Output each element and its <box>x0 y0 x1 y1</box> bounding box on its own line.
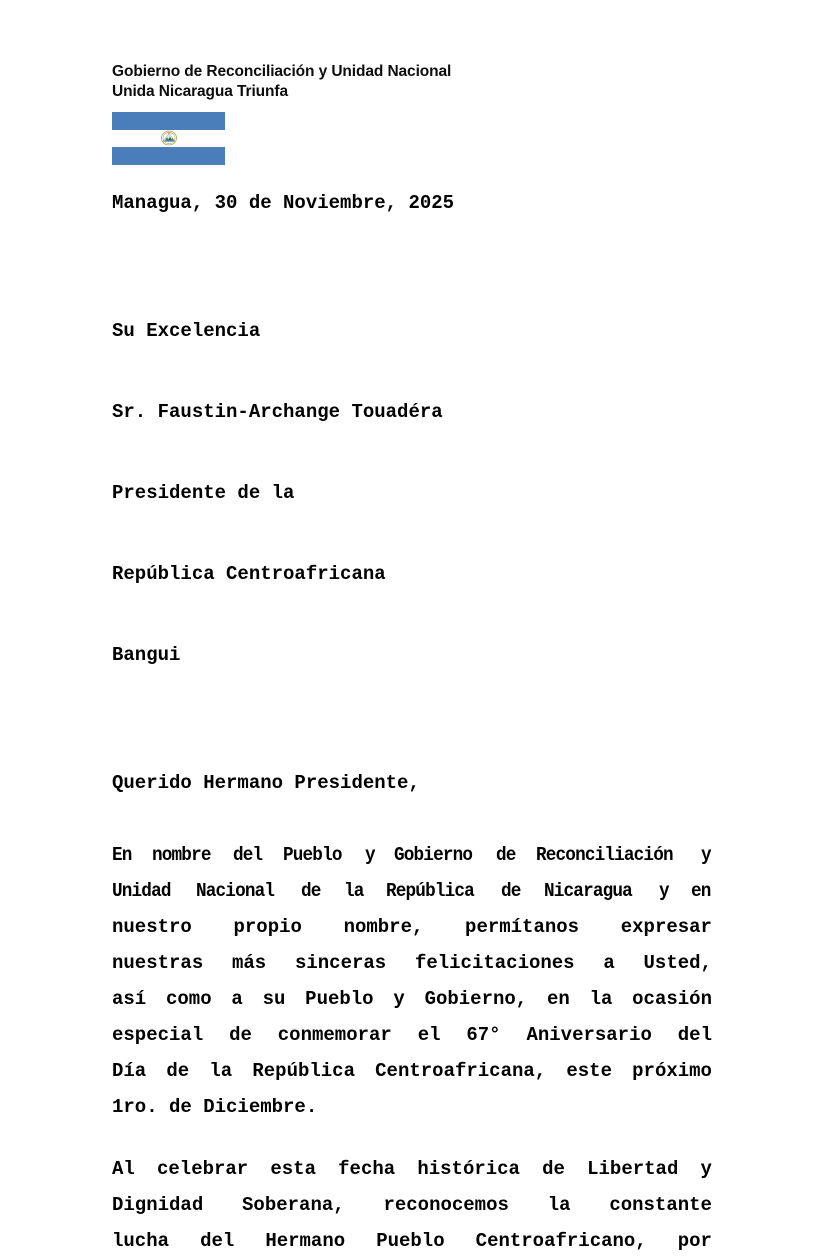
addressee-line-4: República Centroafricana <box>112 563 386 585</box>
word: la <box>589 988 613 1010</box>
paragraph-line <box>112 945 712 981</box>
word: de <box>496 844 516 866</box>
word: Al <box>112 1158 135 1180</box>
word: Pueblo <box>376 1230 445 1252</box>
word: a <box>603 952 615 974</box>
word: 67° <box>466 1024 501 1046</box>
paragraph-line <box>112 1017 712 1053</box>
paragraph-line <box>112 837 712 873</box>
word: el <box>417 1024 441 1046</box>
word: del <box>677 1024 712 1046</box>
paragraph-line <box>112 1089 712 1125</box>
word: la <box>547 1194 571 1216</box>
word: nuestras <box>112 952 204 974</box>
word: felicitaciones <box>414 952 575 974</box>
word: nombre, <box>343 916 424 938</box>
word: 1ro. de Diciembre. <box>112 1096 318 1118</box>
word: de <box>229 1024 252 1046</box>
word: como <box>166 988 212 1010</box>
word: de <box>166 1060 190 1082</box>
letterhead-line-2: Unida Nicaragua Triunfa <box>112 83 288 100</box>
word: Aniversario <box>526 1024 652 1046</box>
word: Gobierno, <box>424 988 528 1010</box>
paragraph-line <box>112 1151 712 1187</box>
word: así <box>112 988 147 1010</box>
word: del <box>233 844 263 866</box>
paragraph-line <box>112 981 712 1017</box>
word: en <box>690 880 711 902</box>
word: su <box>262 988 286 1010</box>
word: reconocemos <box>383 1194 509 1216</box>
word: En <box>112 844 132 866</box>
word: conmemorar <box>277 1024 392 1046</box>
addressee-block <box>112 264 712 723</box>
addressee-line-5: Bangui <box>112 644 181 666</box>
word: de <box>501 880 521 902</box>
word: Centroafricano, <box>475 1230 647 1252</box>
word: Libertad <box>587 1158 679 1180</box>
word: Hermano <box>265 1230 346 1252</box>
flag-band-middle-white <box>112 130 225 148</box>
word: nombre <box>151 844 211 866</box>
word: en <box>546 988 570 1010</box>
letter-body <box>112 190 712 1259</box>
word: República <box>252 1060 355 1082</box>
date-line: Managua, 30 de Noviembre, 2025 <box>112 192 455 214</box>
word: fecha <box>338 1158 396 1180</box>
word: permítanos <box>465 916 580 938</box>
word: este <box>566 1060 612 1082</box>
word: y <box>393 988 405 1010</box>
word: y <box>364 844 375 866</box>
word: y <box>701 844 712 866</box>
word: Nicaragua <box>543 880 632 902</box>
word: Nacional <box>196 880 275 902</box>
word: Dignidad <box>112 1194 204 1216</box>
word: y <box>659 880 670 902</box>
paragraph-line <box>112 909 712 945</box>
word: más <box>231 952 267 974</box>
word: la <box>209 1060 233 1082</box>
word: Reconciliación <box>535 844 673 866</box>
paragraph-line <box>112 1187 712 1223</box>
word: Centroafricana, <box>375 1060 547 1082</box>
word: Unidad <box>112 880 171 902</box>
word: a <box>231 988 243 1010</box>
word: constante <box>609 1194 712 1216</box>
word: y <box>700 1158 712 1180</box>
word: expresar <box>620 916 712 938</box>
word: Día <box>112 1060 147 1082</box>
addressee-line-3: Presidente de la <box>112 482 295 504</box>
word: ocasión <box>632 988 712 1010</box>
paragraph-line <box>112 1223 712 1259</box>
word: especial <box>112 1024 204 1046</box>
salutation: Querido Hermano Presidente, <box>112 772 420 794</box>
letterhead <box>112 62 732 102</box>
letterhead-line-1: Gobierno de Reconciliación y Unidad Nacional <box>112 63 452 80</box>
word: de <box>542 1158 565 1180</box>
addressee-line-1: Su Excelencia <box>112 320 261 342</box>
word: República <box>385 880 474 902</box>
word: por <box>677 1230 712 1252</box>
word: Pueblo <box>283 844 342 866</box>
word: próximo <box>632 1060 712 1082</box>
coat-of-arms-icon <box>159 130 178 147</box>
paragraph-line <box>112 1053 712 1089</box>
word: lucha <box>112 1230 170 1252</box>
word: sinceras <box>294 952 387 974</box>
word: del <box>200 1230 235 1252</box>
addressee-line-2: Sr. Faustin-Archange Touadéra <box>112 401 443 423</box>
paragraph-line <box>112 873 712 909</box>
flag-band-bottom-blue <box>112 147 225 165</box>
word: esta <box>270 1158 316 1180</box>
word: Pueblo <box>305 988 374 1010</box>
flag-band-top-blue <box>112 112 225 130</box>
word: nuestro <box>112 916 192 938</box>
paragraph-2 <box>112 1151 712 1259</box>
paragraph-1 <box>112 837 712 1125</box>
word: celebrar <box>156 1158 249 1180</box>
word: Usted, <box>643 952 712 974</box>
nicaragua-flag <box>112 112 225 165</box>
word: histórica <box>417 1158 520 1180</box>
word: Gobierno <box>393 844 472 866</box>
word: de <box>301 880 321 902</box>
word: propio <box>233 916 302 938</box>
word: la <box>343 880 364 902</box>
word: Soberana, <box>242 1194 345 1216</box>
